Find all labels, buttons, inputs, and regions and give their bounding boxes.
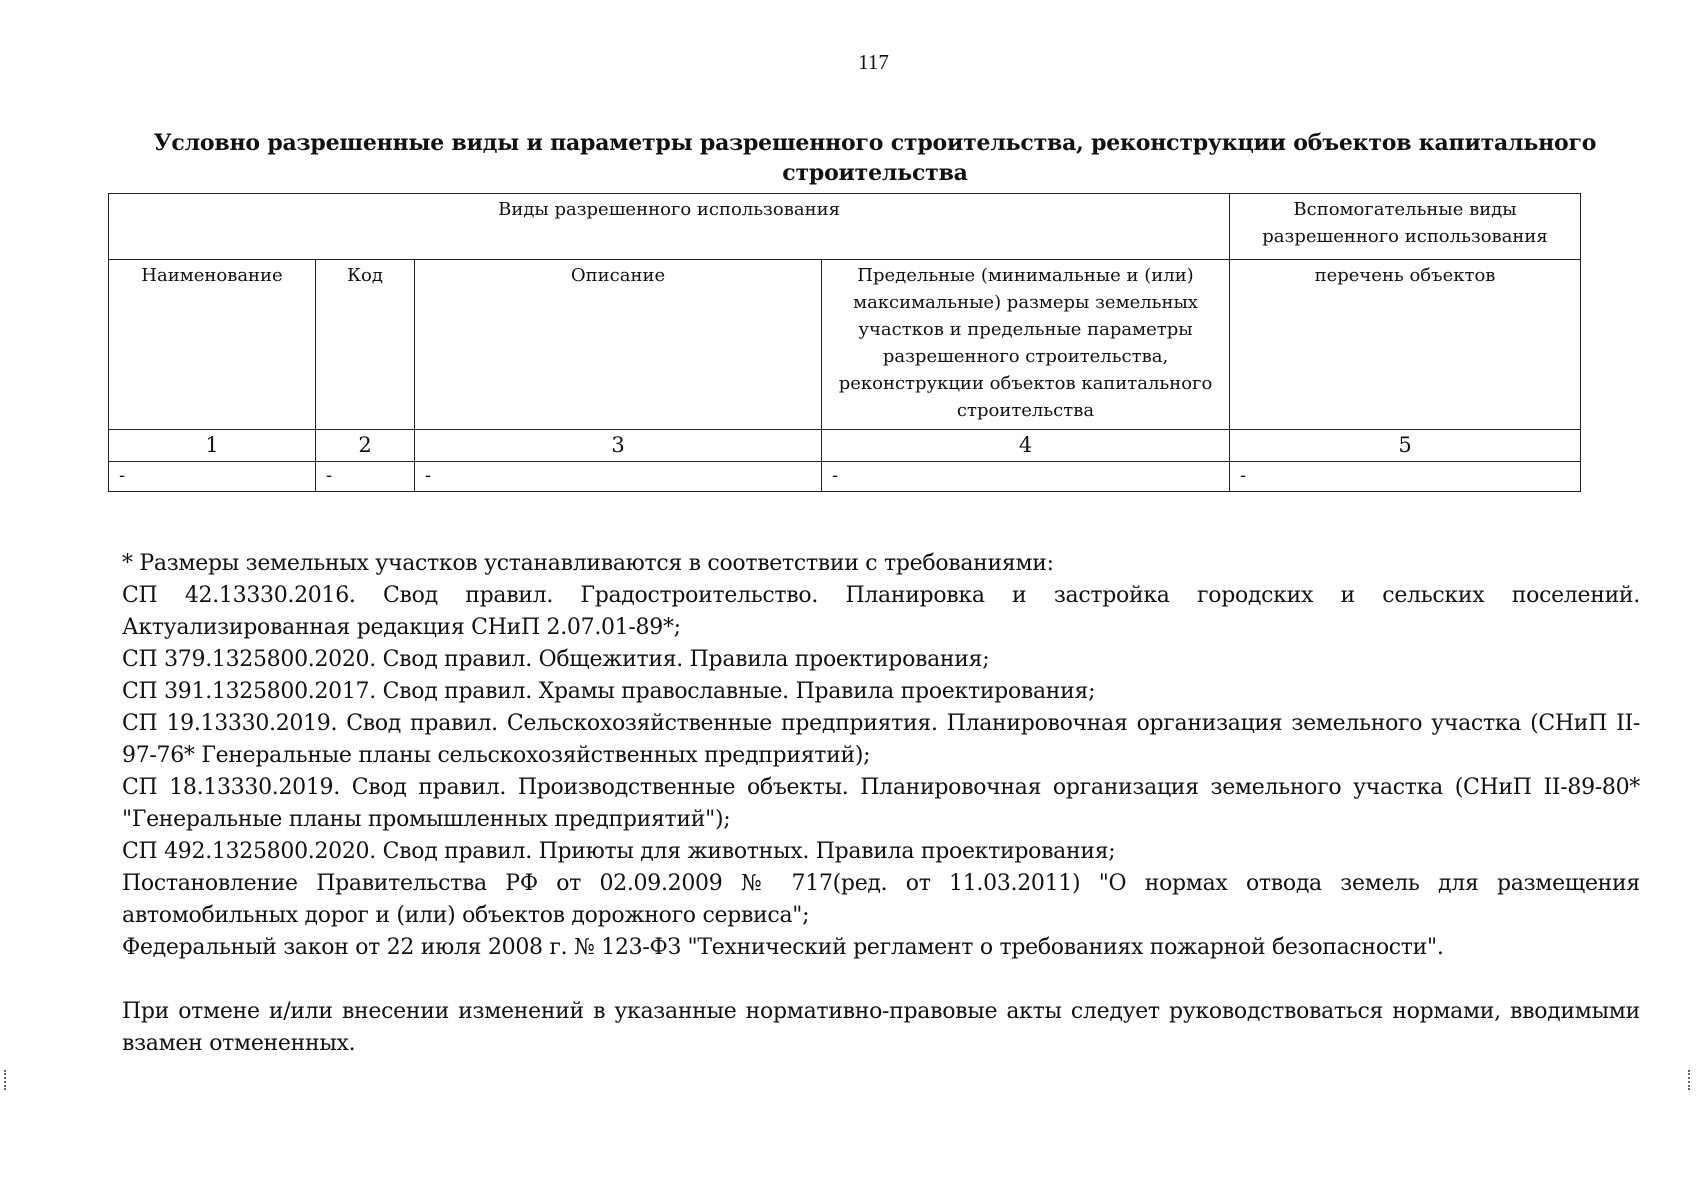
column-header-code: Код	[316, 260, 415, 430]
group-header-aux: Вспомогательные виды разрешенного использования	[1230, 194, 1581, 260]
note-line: * Размеры земельных участков устанавливаются в соответствии с требованиями:	[122, 551, 1054, 576]
note-line: Постановление Правительства РФ от 02.09.2009 № 717(ред. от 11.03.2011) "О нормах отвода земель для размещения автомобильных дорог и (или) объектов дорожного сервиса";	[122, 871, 1640, 928]
column-header-objects-list: перечень объектов	[1230, 260, 1581, 430]
table-number-row	[109, 430, 1581, 462]
column-number: 3	[415, 430, 822, 462]
table-column-header-row	[109, 260, 1581, 430]
scan-edge-mark	[4, 1070, 9, 1090]
table-cell: -	[1230, 462, 1581, 492]
scan-edge-mark	[1688, 1070, 1693, 1090]
column-number: 5	[1230, 430, 1581, 462]
note-line: СП 379.1325800.2020. Свод правил. Общежития. Правила проектирования;	[122, 647, 990, 672]
column-number: 1	[109, 430, 316, 462]
table-cell: -	[415, 462, 822, 492]
page-number: 117	[858, 50, 889, 74]
note-line: СП 42.13330.2016. Свод правил. Градостроительство. Планировка и застройка городских и сельских поселений. Актуализированная редакция СНиП 2.07.01-89*;	[122, 583, 1640, 640]
page-title: Условно разрешенные виды и параметры разрешенного строительства, реконструкции объектов капитального строительства	[153, 130, 1597, 186]
table-group-header-row	[109, 194, 1581, 260]
table-cell: -	[316, 462, 415, 492]
note-line: СП 19.13330.2019. Свод правил. Сельскохозяйственные предприятия. Планировочная организация земельного участка (СНиП II-97-76* Генеральные планы сельскохозяйственных предприятий);	[122, 711, 1640, 768]
note-line: Федеральный закон от 22 июля 2008 г. № 123-ФЗ "Технический регламент о требованиях пожарной безопасности".	[122, 935, 1444, 960]
table-cell: -	[109, 462, 316, 492]
column-number: 4	[822, 430, 1230, 462]
land-use-table	[108, 193, 1581, 492]
note-line: СП 391.1325800.2017. Свод правил. Храмы православные. Правила проектирования;	[122, 679, 1096, 704]
column-number: 2	[316, 430, 415, 462]
note-line: СП 492.1325800.2020. Свод правил. Приюты для животных. Правила проектирования;	[122, 839, 1116, 864]
column-header-name: Наименование	[109, 260, 316, 430]
note-line: СП 18.13330.2019. Свод правил. Производственные объекты. Планировочная организация земельного участка (СНиП II-89-80* "Генеральные планы промышленных предприятий");	[122, 775, 1640, 832]
table-cell: -	[822, 462, 1230, 492]
column-header-limits: Предельные (минимальные и (или) максимальные) размеры земельных участков и предельные параметры разрешенного строительства, реконструкции объектов капитального строительства	[822, 260, 1230, 430]
table-row	[109, 462, 1581, 492]
column-header-description: Описание	[415, 260, 822, 430]
group-header-main: Виды разрешенного использования	[109, 194, 1230, 260]
notes-section	[122, 548, 1640, 1060]
notes-footer: При отмене и/или внесении изменений в указанные нормативно-правовые акты следует руководствоваться нормами, вводимыми взамен отмененных.	[122, 999, 1640, 1056]
